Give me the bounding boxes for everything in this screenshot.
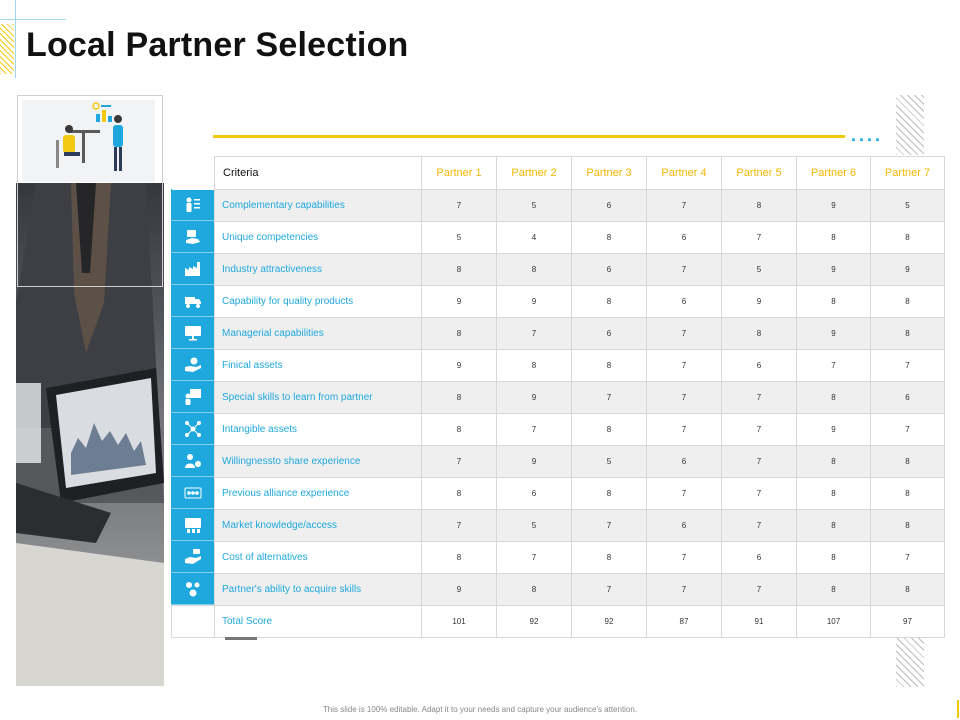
score-cell: 9 — [797, 318, 871, 350]
score-cell: 7 — [647, 574, 722, 606]
score-cell: 7 — [722, 414, 797, 446]
total-score-cell: 92 — [572, 606, 647, 638]
total-score-cell: 91 — [722, 606, 797, 638]
score-cell: 6 — [871, 382, 945, 414]
row-icon-space — [172, 318, 215, 350]
criteria-label: Industry attractiveness — [215, 254, 422, 286]
score-cell: 9 — [422, 286, 497, 318]
header-partner-3: Partner 3 — [572, 157, 647, 190]
score-cell: 6 — [722, 542, 797, 574]
score-cell: 7 — [647, 318, 722, 350]
score-cell: 8 — [797, 574, 871, 606]
table-row — [172, 446, 945, 478]
score-cell: 8 — [572, 286, 647, 318]
score-cell: 6 — [572, 254, 647, 286]
score-cell: 8 — [871, 286, 945, 318]
score-cell: 6 — [647, 286, 722, 318]
row-icon-space — [172, 478, 215, 510]
score-cell: 8 — [797, 446, 871, 478]
total-score-cell: 107 — [797, 606, 871, 638]
score-cell: 7 — [722, 510, 797, 542]
accent-line — [213, 135, 845, 138]
score-cell: 7 — [497, 542, 572, 574]
score-cell: 9 — [871, 254, 945, 286]
score-cell: 7 — [722, 382, 797, 414]
criteria-label: Willingnessto share experience — [215, 446, 422, 478]
table-row — [172, 190, 945, 222]
row-icon-space — [172, 446, 215, 478]
score-cell: 6 — [572, 318, 647, 350]
table-row — [172, 318, 945, 350]
decorative-tick — [957, 700, 959, 718]
score-cell: 8 — [422, 382, 497, 414]
score-cell: 7 — [871, 414, 945, 446]
footer-note: This slide is 100% editable. Adapt it to your needs and capture your audience's attention. — [322, 705, 638, 714]
score-cell: 7 — [871, 350, 945, 382]
score-cell: 6 — [647, 446, 722, 478]
score-cell: 8 — [871, 478, 945, 510]
score-cell: 6 — [647, 222, 722, 254]
score-cell: 7 — [797, 350, 871, 382]
partner-selection-table — [171, 156, 945, 638]
score-cell: 6 — [572, 190, 647, 222]
score-cell: 7 — [572, 510, 647, 542]
teamwork-illustration — [22, 100, 155, 182]
dotted-accent: .... — [851, 125, 884, 145]
score-cell: 7 — [722, 222, 797, 254]
header-partner-5: Partner 5 — [722, 157, 797, 190]
header-partner-4: Partner 4 — [647, 157, 722, 190]
score-cell: 7 — [572, 574, 647, 606]
row-icon-space — [172, 190, 215, 222]
page-title: Local Partner Selection — [26, 26, 409, 64]
row-icon-space — [172, 222, 215, 254]
score-cell: 8 — [572, 478, 647, 510]
table-row — [172, 574, 945, 606]
score-cell: 7 — [647, 414, 722, 446]
score-cell: 7 — [871, 542, 945, 574]
score-cell: 7 — [422, 446, 497, 478]
criteria-label: Special skills to learn from partner — [215, 382, 422, 414]
score-cell: 7 — [647, 542, 722, 574]
hatch-decoration-top-right — [896, 95, 924, 155]
header-partner-1: Partner 1 — [422, 157, 497, 190]
row-icon-space — [172, 542, 215, 574]
table-row — [172, 510, 945, 542]
score-cell: 7 — [647, 478, 722, 510]
total-score-cell: 87 — [647, 606, 722, 638]
table-row — [172, 542, 945, 574]
score-cell: 7 — [722, 574, 797, 606]
row-icon-space — [172, 286, 215, 318]
criteria-label: Capability for quality products — [215, 286, 422, 318]
row-icon-space — [172, 382, 215, 414]
header-partner-6: Partner 6 — [797, 157, 871, 190]
decorative-tab — [225, 637, 257, 640]
table-row — [172, 414, 945, 446]
table-row — [172, 478, 945, 510]
total-score-label: Total Score — [215, 606, 422, 638]
score-cell: 9 — [797, 190, 871, 222]
score-cell: 8 — [422, 414, 497, 446]
score-cell: 5 — [422, 222, 497, 254]
score-cell: 8 — [797, 510, 871, 542]
total-score-cell: 97 — [871, 606, 945, 638]
header-criteria: Criteria — [215, 157, 422, 190]
hatch-decoration-bottom-right — [896, 637, 924, 687]
score-cell: 8 — [871, 446, 945, 478]
score-cell: 8 — [572, 414, 647, 446]
score-cell: 8 — [871, 318, 945, 350]
score-cell: 8 — [797, 286, 871, 318]
score-cell: 7 — [647, 190, 722, 222]
score-cell: 5 — [497, 190, 572, 222]
criteria-label: Intangible assets — [215, 414, 422, 446]
corner-line-vertical — [15, 0, 16, 78]
score-cell: 7 — [497, 414, 572, 446]
score-cell: 8 — [871, 574, 945, 606]
total-icon-space — [172, 606, 215, 638]
criteria-label: Partner's ability to acquire skills — [215, 574, 422, 606]
score-cell: 8 — [422, 318, 497, 350]
table-header-row — [172, 157, 945, 190]
table-row — [172, 350, 945, 382]
header-partner-2: Partner 2 — [497, 157, 572, 190]
score-cell: 6 — [722, 350, 797, 382]
score-cell: 7 — [647, 254, 722, 286]
criteria-label: Cost of alternatives — [215, 542, 422, 574]
criteria-label: Complementary capabilities — [215, 190, 422, 222]
score-cell: 8 — [797, 478, 871, 510]
score-cell: 9 — [797, 254, 871, 286]
table-row — [172, 382, 945, 414]
score-cell: 6 — [647, 510, 722, 542]
score-cell: 9 — [497, 382, 572, 414]
criteria-label: Previous alliance experience — [215, 478, 422, 510]
score-cell: 7 — [422, 510, 497, 542]
score-cell: 7 — [647, 350, 722, 382]
score-cell: 7 — [647, 382, 722, 414]
score-cell: 8 — [422, 478, 497, 510]
score-cell: 5 — [871, 190, 945, 222]
score-cell: 8 — [871, 510, 945, 542]
score-cell: 6 — [497, 478, 572, 510]
score-cell: 8 — [422, 542, 497, 574]
score-cell: 8 — [797, 222, 871, 254]
total-score-cell: 101 — [422, 606, 497, 638]
score-cell: 5 — [572, 446, 647, 478]
total-score-row — [172, 606, 945, 638]
score-cell: 9 — [722, 286, 797, 318]
score-cell: 7 — [422, 190, 497, 222]
table-row — [172, 286, 945, 318]
score-cell: 8 — [497, 254, 572, 286]
score-cell: 9 — [497, 446, 572, 478]
row-icon-space — [172, 414, 215, 446]
score-cell: 8 — [572, 222, 647, 254]
total-score-cell: 92 — [497, 606, 572, 638]
score-cell: 9 — [497, 286, 572, 318]
score-cell: 4 — [497, 222, 572, 254]
score-cell: 7 — [722, 478, 797, 510]
row-icon-space — [172, 574, 215, 606]
score-cell: 8 — [497, 574, 572, 606]
score-cell: 8 — [871, 222, 945, 254]
table-row — [172, 254, 945, 286]
criteria-label: Finical assets — [215, 350, 422, 382]
score-cell: 8 — [422, 254, 497, 286]
score-cell: 5 — [722, 254, 797, 286]
score-cell: 7 — [572, 382, 647, 414]
score-cell: 7 — [497, 318, 572, 350]
score-cell: 5 — [497, 510, 572, 542]
hatch-decoration-top-left — [0, 24, 14, 74]
score-cell: 8 — [497, 350, 572, 382]
score-cell: 8 — [722, 318, 797, 350]
score-cell: 9 — [797, 414, 871, 446]
table-row — [172, 222, 945, 254]
corner-line-horizontal — [0, 19, 66, 20]
score-cell: 8 — [797, 542, 871, 574]
row-icon-space — [172, 510, 215, 542]
criteria-label: Unique competencies — [215, 222, 422, 254]
score-cell: 8 — [722, 190, 797, 222]
score-cell: 7 — [722, 446, 797, 478]
score-cell: 8 — [572, 350, 647, 382]
score-cell: 8 — [572, 542, 647, 574]
row-icon-space — [172, 254, 215, 286]
score-cell: 9 — [422, 350, 497, 382]
row-icon-space — [172, 350, 215, 382]
criteria-label: Market knowledge/access — [215, 510, 422, 542]
score-cell: 8 — [797, 382, 871, 414]
criteria-label: Managerial capabilities — [215, 318, 422, 350]
header-icon-spacer — [172, 157, 215, 190]
score-cell: 9 — [422, 574, 497, 606]
header-partner-7: Partner 7 — [871, 157, 945, 190]
